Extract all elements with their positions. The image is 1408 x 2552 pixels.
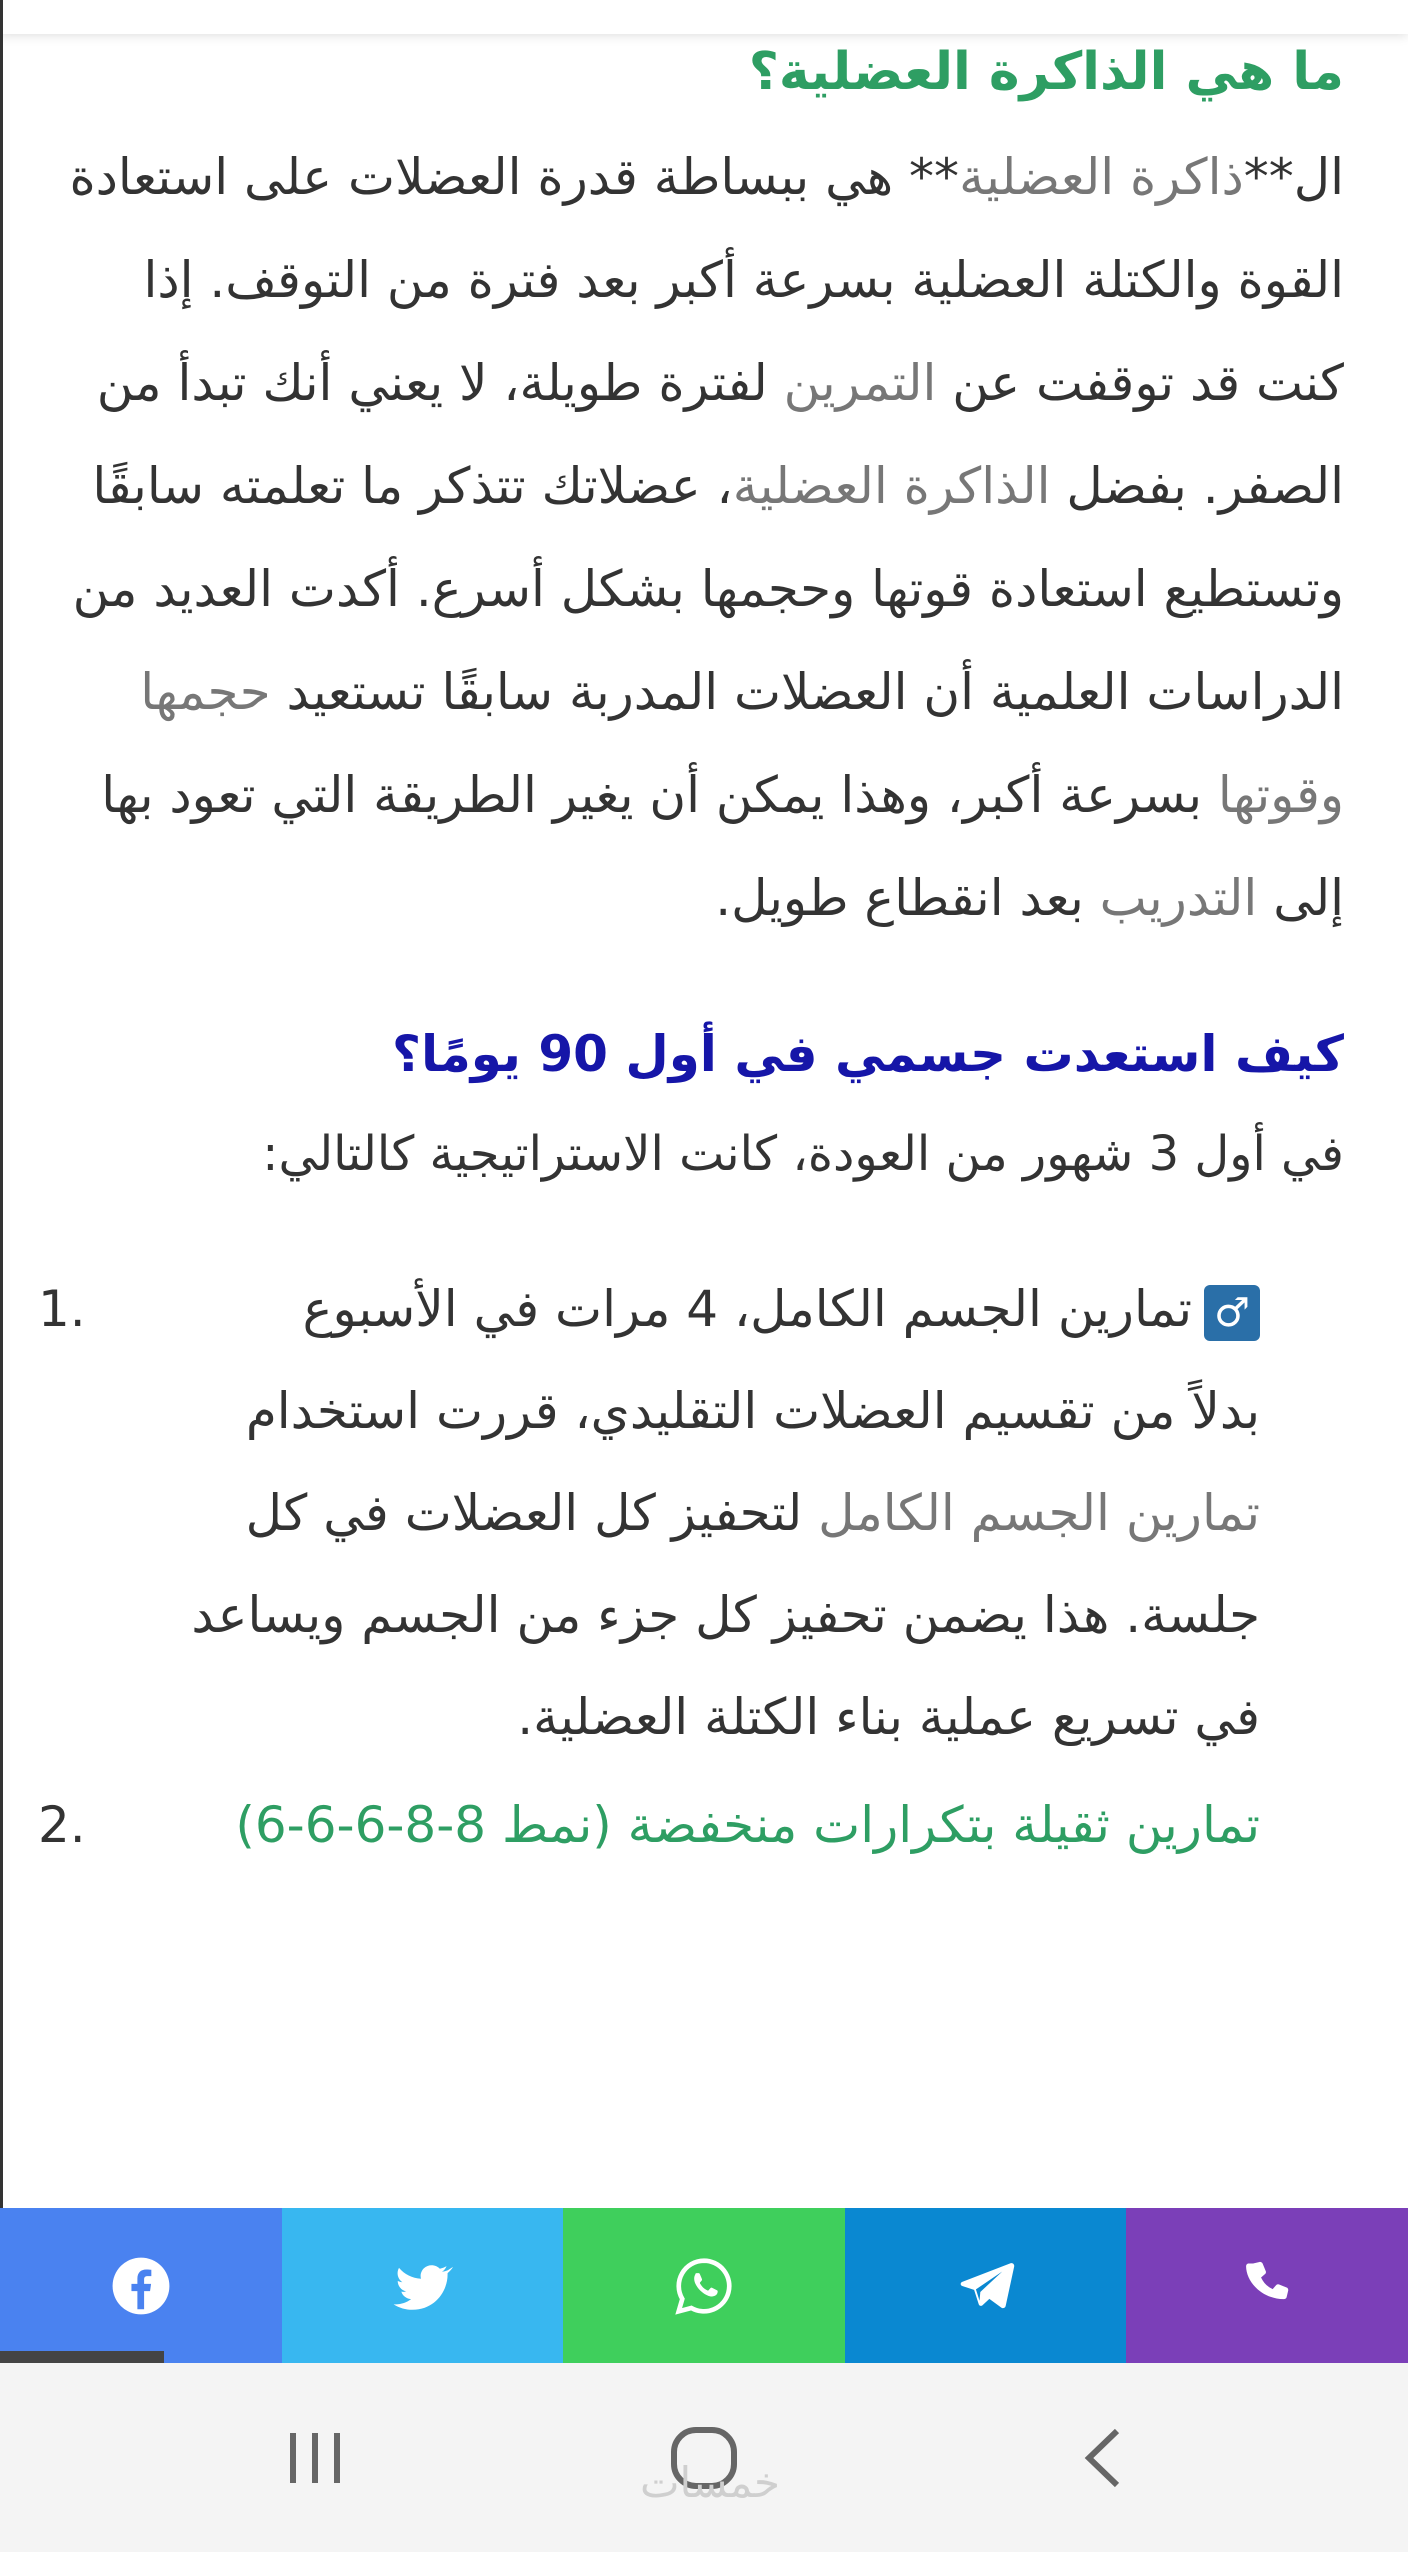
facebook-icon (110, 2255, 172, 2317)
recent-apps-icon (280, 2423, 350, 2493)
text-segment: لفترة طويلة، لا يعني أنك تبدأ من الصفر. بفضل (96, 354, 1344, 515)
text-segment: ** هي ببساطة قدرة العضلات على استعادة القوة والكتلة العضلية بسرعة أكبر بعد فترة من التوقف. إذا كنت قد توقفت عن (69, 148, 1344, 412)
strategy-list-wrapper (38, 1258, 1260, 1876)
text-segment: ، عضلاتك تتذكر ما تعلمته سابقًا وتستطيع استعادة قوتها وحجمها بشكل أسرع. أكدت العديد من الدراسات العلمية أن العضلات المدربة سابقًا تستعيد (72, 457, 1344, 721)
telegram-icon (955, 2255, 1017, 2317)
text-segment: لتحفيز كل العضلات في كل جلسة. هذا يضمن تحفيز كل جزء من الجسم ويساعد في تسريع عملية بناء الكتلة العضلية. (191, 1484, 1260, 1746)
share-phone-button[interactable] (1126, 2208, 1408, 2363)
heading-first-90-days: كيف استعدت جسمي في أول 90 يومًا؟ (392, 1025, 1344, 1083)
back-button[interactable] (1003, 2363, 1203, 2552)
text-segment: بسرعة أكبر، وهذا يمكن أن يغير الطريقة التي تعود بها إلى (101, 766, 1344, 927)
intro-strategy: في أول 3 شهور من العودة، كانت الاستراتيجية كالتالي: (262, 1126, 1344, 1182)
link-full-body-workout[interactable]: تمارين الجسم الكامل (818, 1484, 1260, 1542)
whatsapp-icon (673, 2255, 735, 2317)
list-item (38, 1774, 1260, 1876)
list-item-description (160, 1360, 1260, 1768)
phone-icon (1236, 2255, 1298, 2317)
back-icon (1073, 2423, 1133, 2493)
twitter-icon (391, 2255, 453, 2317)
list-number: 2. (38, 1796, 86, 1854)
paragraph-muscle-memory (64, 126, 1344, 950)
male-sign-icon: ♂ (1204, 1285, 1260, 1341)
share-whatsapp-button[interactable] (563, 2208, 845, 2363)
recent-apps-button[interactable] (215, 2363, 415, 2552)
article-body (38, 20, 1344, 1876)
watermark-text: خمسات (639, 2458, 781, 2507)
share-facebook-button[interactable] (0, 2208, 282, 2363)
list-item-title: تمارين ثقيلة بتكرارات منخفضة (نمط 8-8-6-6-6) (235, 1796, 1260, 1854)
link-exercise[interactable]: التمرين (783, 354, 937, 412)
share-telegram-button[interactable] (845, 2208, 1127, 2363)
share-bar (0, 2208, 1408, 2363)
text-segment: ال** (1243, 148, 1344, 206)
strategy-list (38, 1258, 1260, 1876)
list-item-title: تمارين الجسم الكامل، 4 مرات في الأسبوع (302, 1280, 1192, 1338)
text-segment: بدلاً من تقسيم العضلات التقليدي، قررت استخدام (245, 1382, 1260, 1440)
system-nav-bar (0, 2363, 1408, 2552)
link-muscle-memory[interactable]: ذاكرة العضلية (959, 148, 1244, 206)
left-border (0, 0, 3, 2208)
text-segment: بعد انقطاع طويل. (715, 869, 1100, 927)
link-the-muscle-memory[interactable]: الذاكرة العضلية (732, 457, 1051, 515)
list-number: 1. (38, 1280, 86, 1338)
share-twitter-button[interactable] (282, 2208, 564, 2363)
link-training[interactable]: التدريب (1099, 869, 1258, 927)
link-size-strength[interactable]: حجمها وقوتها (140, 663, 1344, 824)
heading-muscle-memory: ما هي الذاكرة العضلية؟ (748, 42, 1344, 102)
list-item (38, 1258, 1260, 1768)
scroll-progress-bar (0, 2351, 164, 2363)
